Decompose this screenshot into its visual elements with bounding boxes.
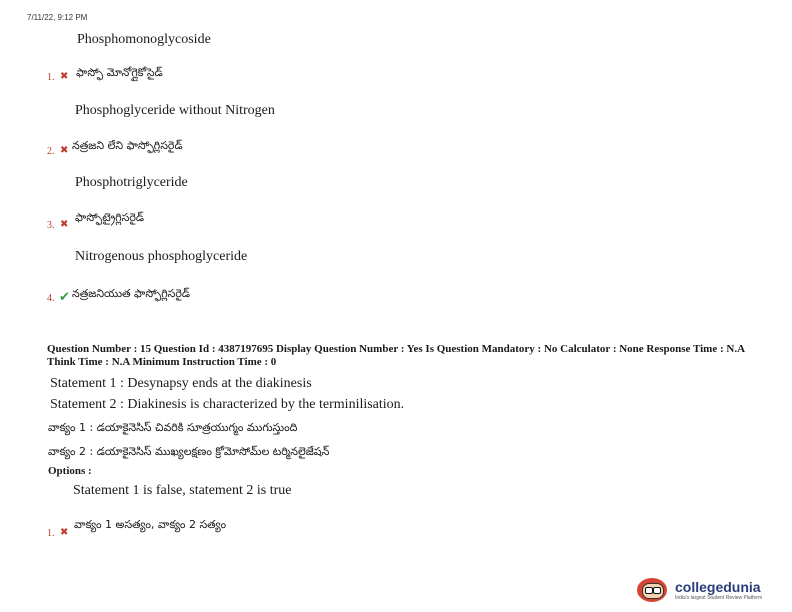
glasses-icon — [653, 587, 661, 594]
wrong-mark-icon: ✖ — [60, 145, 69, 156]
logo-tagline: India's largest Student Review Platform — [675, 595, 763, 601]
option-3-english: Phosphotriglyceride — [75, 175, 188, 190]
statement-2-telugu: వాక్యం 2 : డయాకైనెసిస్ ముఖ్యలక్షణం క్రోమోసోమ్‌ల టర్మినలైజేషన్ — [48, 445, 330, 458]
option-3-telugu: ఫాస్ఫోట్రైగ్లిసరైడ్ — [75, 211, 145, 224]
statement-2-english: Statement 2 : Diakinesis is characterized by the terminilisation. — [50, 397, 405, 412]
logo-wordmark: collegedunia — [675, 579, 761, 595]
collegedunia-logo — [637, 576, 787, 606]
option-1-telugu: ఫాస్ఫో మోనోగ్లైకోసైడ్ — [76, 66, 163, 79]
answer-option-1-telugu: వాక్యం 1 అసత్యం, వాక్యం 2 సత్యం — [74, 518, 227, 531]
statement-1-english: Statement 1 : Desynapsy ends at the diakinesis — [50, 376, 312, 391]
option-2-number: 2. — [47, 146, 55, 157]
wrong-mark-icon: ✖ — [60, 71, 69, 82]
option-2-telugu: నత్రజని లేని ఫాస్ఫోగ్లిసరైడ్ — [72, 139, 183, 152]
option-2-english: Phosphoglyceride without Nitrogen — [75, 103, 275, 118]
print-timestamp: 7/11/22, 9:12 PM — [27, 13, 88, 22]
wrong-mark-icon: ✖ — [60, 527, 69, 538]
option-4-number: 4. — [47, 293, 55, 304]
wrong-mark-icon: ✖ — [60, 219, 69, 230]
statement-1-telugu: వాక్యం 1 : డయాకైనెసిస్ చివరికి సూత్రయుగ్మం ముగుస్తుంది — [48, 421, 298, 434]
option-3-number: 3. — [47, 220, 55, 231]
question-header: Question Number : 15 Question Id : 4387197695 Display Question Number : Yes Is Question Mandatory : No Calculator : None Response Time : N.A Think Time : N.A Minimum Instruction Time : 0 — [47, 343, 745, 368]
glasses-icon — [645, 587, 653, 594]
option-4-english: Nitrogenous phosphoglyceride — [75, 249, 248, 264]
correct-mark-icon: ✔ — [59, 290, 70, 305]
option-1-english: Phosphomonoglycoside — [77, 32, 211, 47]
option-1-number: 1. — [47, 72, 55, 83]
options-label: Options : — [48, 465, 92, 477]
option-4-telugu: నత్రజనియుత ఫాస్ఫోగ్లిసరైడ్ — [72, 287, 191, 300]
answer-option-1-number: 1. — [47, 528, 55, 539]
answer-option-1-english: Statement 1 is false, statement 2 is true — [73, 483, 292, 498]
